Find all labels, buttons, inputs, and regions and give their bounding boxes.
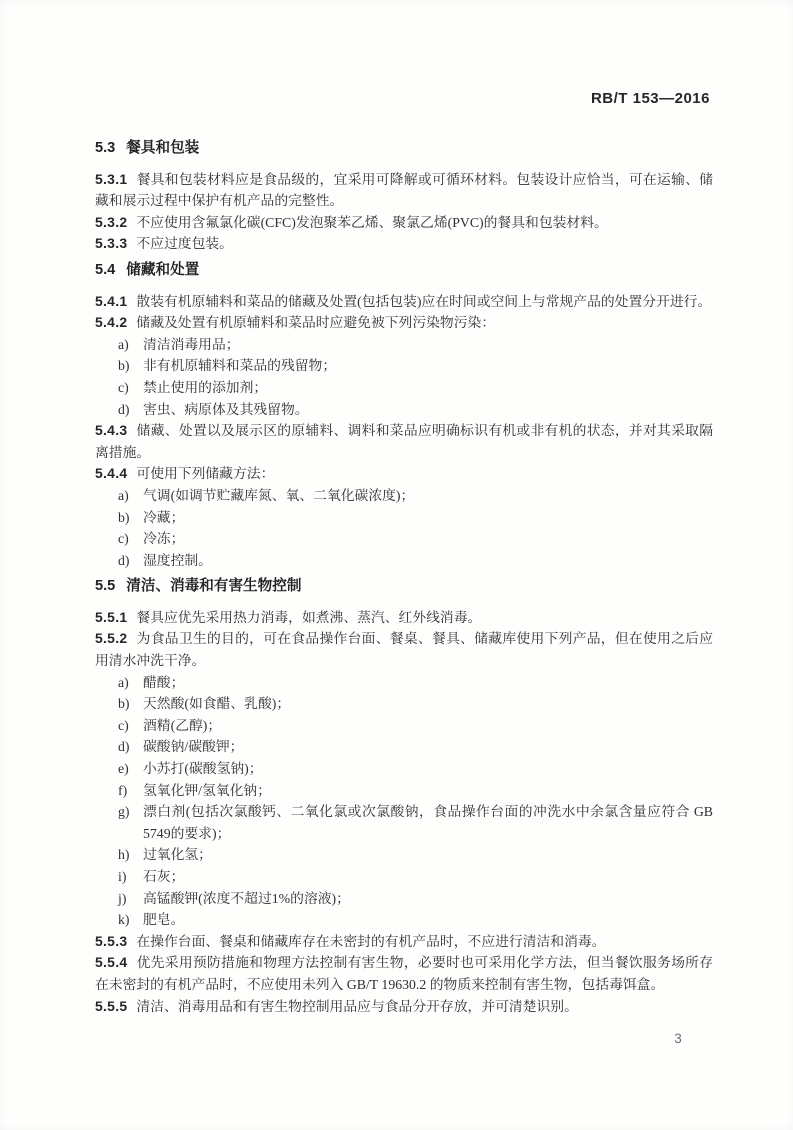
list-item [95,866,713,888]
clause-number: 5.5.2 [95,630,128,647]
item-letter: j) [118,890,127,906]
standard-number: RB/T 153—2016 [590,90,710,107]
item-letter: k) [118,912,130,928]
document-body [95,133,713,1017]
list-item [95,758,713,780]
section-title: 清洁、消毒和有害生物控制 [126,578,302,595]
clause [95,952,713,995]
list-item [95,334,713,356]
clause-text: 清洁、消毒用品和有害生物控制用品应与食品分开存放，并可清楚识别。 [136,998,578,1014]
clause [95,463,713,485]
item-letter: d) [118,552,130,568]
item-letter: f) [118,782,128,798]
item-text: 清洁消毒用品； [143,336,240,352]
item-letter: c) [118,531,129,547]
clause [95,931,713,953]
list-item [95,507,713,529]
section-heading [95,138,713,160]
item-text: 小苏打(碳酸氢钠)； [143,761,263,777]
list-item [95,780,713,802]
clause-text: 可使用下列储藏方法： [136,466,275,482]
item-letter: a) [118,336,129,352]
item-text: 气调(如调节贮藏库氮、氧、二氧化碳浓度)； [143,487,415,503]
clause-number: 5.3.2 [95,213,128,230]
clause-text: 散装有机原辅料和菜品的储藏及处置(包括包装)应在时间或空间上与常规产品的处置分开进行。 [136,293,712,309]
item-text: 漂白剂(包括次氯酸钙、二氧化氯或次氯酸钠，食品操作台面的冲洗水中余氯含量应符合 GB 5749的要求)； [143,804,713,841]
list-item [95,715,713,737]
clause-number: 5.5.5 [95,997,128,1014]
clause-number: 5.5.4 [95,954,128,971]
clause-text: 餐具和包装材料应是食品级的，宜采用可降解或可循环材料。包装设计应恰当，可在运输、储藏和展示过程中保护有机产品的完整性。 [95,171,713,209]
item-text: 高锰酸钾(浓度不超过1%的溶液)； [143,890,350,906]
item-text: 肥皂。 [143,912,185,928]
item-text: 氢氧化钾/氢氧化钠； [143,782,272,798]
clause-text: 不应使用含氟氯化碳(CFC)发泡聚苯乙烯、聚氯乙烯(PVC)的餐具和包装材料。 [136,214,608,230]
clause-number: 5.3.3 [95,235,128,252]
clause [95,212,713,234]
list-item [95,550,713,572]
list-item [95,399,713,421]
clause-text: 储藏、处置以及展示区的原辅料、调料和菜品应明确标识有机或非有机的状态，并对其采取隔离措施。 [95,423,713,460]
clause-number: 5.4.3 [95,422,128,439]
item-letter: a) [118,674,129,690]
item-text: 冷冻； [143,531,185,547]
item-letter: b) [118,509,130,525]
item-letter: h) [118,847,130,863]
clause-text: 优先采用预防措施和物理方法控制有害生物，必要时也可采用化学方法，但当餐饮服务场所存在未密封的有机产品时，不应使用未列入 GB/T 19630.2 的物质来控制有害生物，包括毒饵盒。 [95,955,713,992]
clause-text: 餐具应优先采用热力消毒，如煮沸、蒸汽、红外线消毒。 [136,609,482,625]
section-heading [95,260,713,282]
list-item [95,909,713,931]
clause-number: 5.3.1 [95,170,128,187]
clause-number: 5.4.2 [95,314,128,331]
list-item [95,736,713,758]
list-item [95,801,713,844]
section-number: 5.4 [95,261,116,278]
item-letter: a) [118,487,129,503]
section-number: 5.5 [95,578,116,595]
item-letter: c) [118,717,129,733]
clause [95,233,713,255]
clause [95,607,713,629]
list-item [95,355,713,377]
page-header [0,90,710,107]
item-text: 醋酸； [143,674,185,690]
item-text: 碳酸钠/碳酸钾； [143,739,244,755]
clause-text: 在操作台面、餐桌和储藏库存在未密封的有机产品时，不应进行清洁和消毒。 [136,933,606,949]
clause [95,628,713,671]
item-text: 非有机原辅料和菜品的残留物； [143,358,337,374]
clause [95,996,713,1018]
list-item [95,377,713,399]
clause-number: 5.4.4 [95,465,128,482]
clause-number: 5.4.1 [95,292,128,309]
section-title: 储藏和处置 [126,261,200,278]
list-item [95,693,713,715]
item-letter: e) [118,761,129,777]
item-letter: b) [118,696,130,712]
item-letter: d) [118,739,130,755]
item-text: 过氧化氢； [143,847,212,863]
clause [95,291,713,313]
clause [95,312,713,334]
clause-number: 5.5.1 [95,608,128,625]
section-number: 5.3 [95,140,116,156]
item-letter: i) [118,869,127,884]
clause-text: 为食品卫生的目的，可在食品操作台面、餐桌、餐具、储藏库使用下列产品，但在使用之后应用清水冲洗干净。 [95,631,713,669]
item-text: 冷藏； [143,509,185,525]
clause-text: 储藏及处置有机原辅料和菜品时应避免被下列污染物污染： [136,315,496,331]
item-letter: g) [118,804,130,820]
item-text: 酒精(乙醇)； [143,717,222,733]
clause-number: 5.5.3 [95,932,128,949]
section-heading [95,576,713,598]
list-item [95,528,713,550]
item-letter: c) [118,379,129,395]
clause-text: 不应过度包装。 [136,236,233,252]
item-text: 石灰； [143,869,185,884]
item-letter: d) [118,401,130,417]
item-text: 湿度控制。 [143,552,212,568]
list-item [95,485,713,507]
section-title: 餐具和包装 [126,140,200,156]
item-text: 害虫、病原体及其残留物。 [143,401,309,417]
item-text: 禁止使用的添加剂； [143,379,268,395]
page-number: 3 [674,1031,682,1046]
item-text: 天然酸(如食醋、乳酸)； [143,696,291,712]
list-item [95,888,713,910]
page-footer [648,1031,708,1046]
clause [95,420,713,463]
list-item [95,844,713,866]
item-letter: b) [118,358,130,374]
clause [95,169,713,212]
list-item [95,672,713,694]
